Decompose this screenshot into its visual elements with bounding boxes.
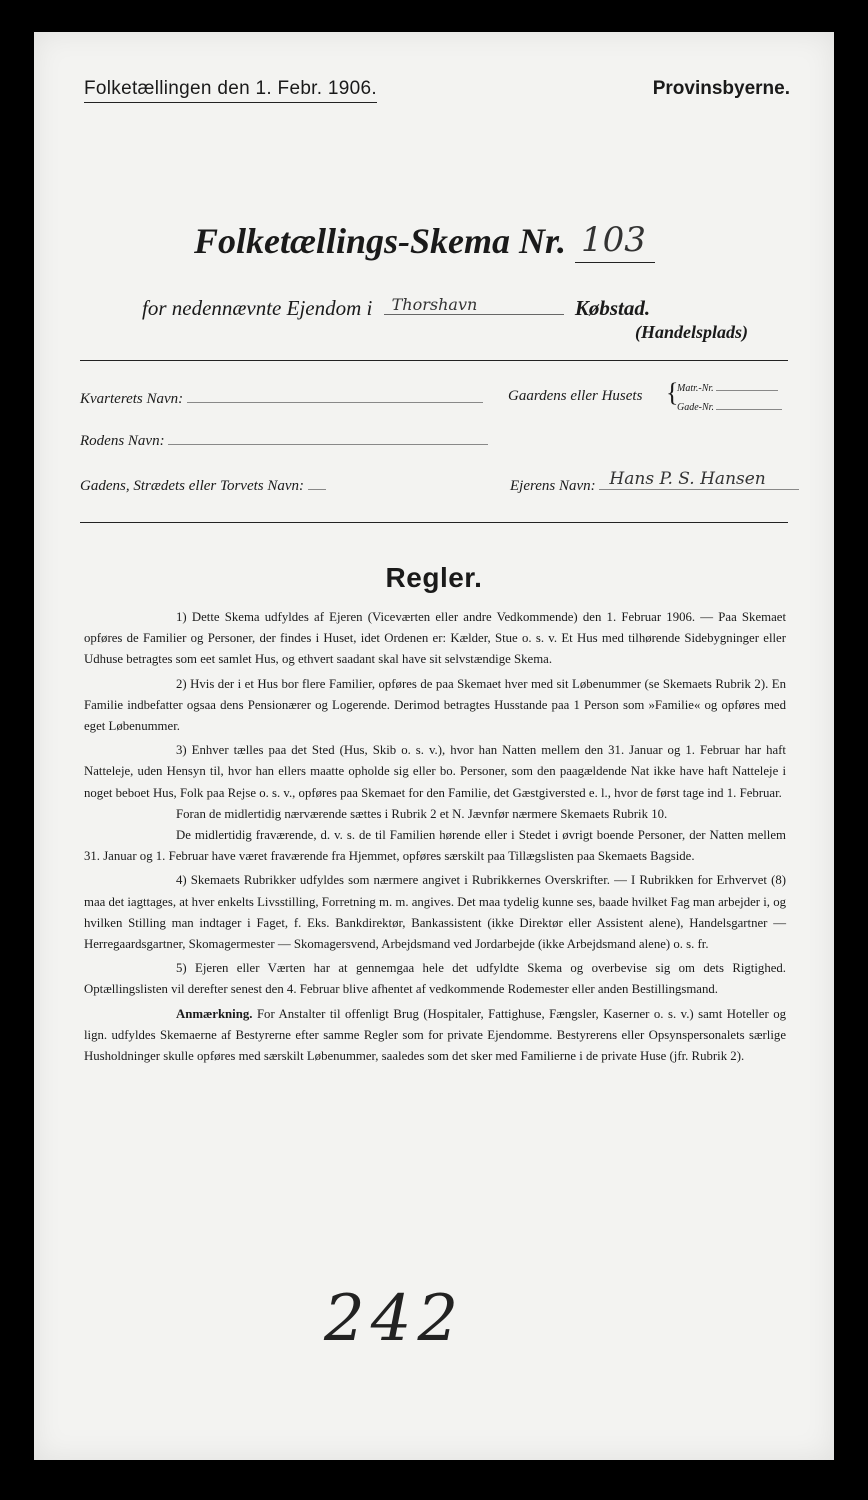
gade-navn-field (80, 475, 326, 495)
form-title-text: Folketællings-Skema Nr. (194, 221, 567, 261)
subtitle-text: for nedennævnte Ejendom i (142, 296, 373, 320)
town-name: Thorshavn (391, 295, 478, 314)
rode-field (80, 430, 488, 450)
gade-nr-field (677, 402, 782, 413)
gade-navn-label: Gadens, Strædets eller Torvets Navn: (80, 478, 305, 494)
matr-line (716, 390, 778, 391)
handwritten-number: 242 (324, 1282, 465, 1356)
kvarter-label: Kvarterets Navn: (80, 391, 184, 407)
rode-line (168, 430, 488, 445)
census-form-sheet (34, 32, 834, 1460)
kvarter-line (187, 388, 483, 403)
region-label: Provinsbyerne. (652, 78, 790, 99)
gade-navn-line (308, 475, 326, 490)
kobstad-label: Købstad. (574, 296, 651, 320)
note-label: Anmærkning. (176, 1006, 253, 1021)
rule-2: 2) Hvis der i et Hus bor flere Familier, opføres de paa Skemaet hver med sit Løbenummer (se Skemaets Rubrik 2). En Familie indbefatter ogsaa dens Pensionærer og Logerende. Derimod betragtes Husstande paa 1 Person som »Familie« og opføres med eget Løbenummer. (84, 676, 786, 734)
census-title: Folketællingen den 1. Febr. 1906. (84, 78, 377, 103)
rules-heading: Regler. (385, 562, 483, 593)
note-text: For Anstalter til offenligt Brug (Hospitaler, Fattighuse, Fængsler, Kaserner o. s. v.) samt Hoteller og lign. udfyldes Skemaerne af Bestyrerne efter samme Regler som for private Ejendomme. Bestyrerens eller Opsynspersonalets særlige Husholdninger skulle opføres med særskilt Løbenummer, saaledes som det sker med Familierne i de private Huse (jfr. Rubrik 2). (84, 1006, 786, 1064)
ejer-value: Hans P. S. Hansen (609, 469, 766, 489)
gaard-field (508, 388, 642, 405)
form-title (194, 220, 655, 263)
handelsplads-label: (Handelsplads) (634, 322, 748, 342)
rule-3: 3) Enhver tælles paa det Sted (Hus, Skib o. s. v.), hvor han Natten mellem den 31. Januar og 1. Februar har haft Natteleje, uden Hensyn til, hvor han ellers maatte opholde sig eller bo. Personer, som den paagældende Nat ikke have haft Natteleje i noget beboet Hus, Folk paa Rejse o. s. v., opføres paa Skemaet for den Familie, det Gæstgiversted e. l., hvor de først tage ind 1. Februar. (84, 743, 786, 800)
matr-label: Matr.-Nr. (677, 383, 714, 394)
matr-field (677, 383, 778, 394)
gaard-label: Gaardens eller Husets (508, 388, 643, 404)
rule-5: 5) Ejeren eller Værten har at gennemgaa hele det udfyldte Skema og overbevise sig om dets Rigtighed. Optællingslisten vil derefter senest den 4. Februar blive afhentet af vedkommende Rodemester eller anden Bestillingsmand. (84, 961, 786, 997)
schema-number-line (575, 220, 655, 263)
rule-4: 4) Skemaets Rubrikker udfyldes som nærmere angivet i Rubrikkernes Overskrifter. — I Rubrikken for Erhvervet (8) maa det iagttages, at hver enkelts Livsstilling, Forretning m. m. angives. Det maa tydelig kunne ses, baade hvilket Fag man arbejder i, og hvilken Stilling man indtager i Faget, f. Eks. Bankdirektør, Bankassistent (ikke Direktør eller Assistent alene), Handelsgartner — Herregaardsgartner, Skomagermester — Skomagersvend, Arbejdsmand ved Jordarbejde (ikke Arbejdsmand alene) o. s. fr. (84, 873, 786, 952)
rule-3c: De midlertidig fraværende, d. v. s. de til Familien hørende eller i Stedet i øvrigt boende Personer, der Natten mellem 31. Januar og 1. Februar have været fraværende fra Hjemmet, opføres særskilt paa Tillægslisten paa Skemaets Bagside. (84, 828, 786, 864)
rode-label: Rodens Navn: (80, 433, 165, 449)
schema-number: 103 (581, 220, 646, 260)
form-subtitle (142, 296, 802, 321)
gade-nr-line (716, 409, 782, 410)
rule-1: 1) Dette Skema udfyldes af Ejeren (Viceværten eller andre Vedkommende) den 1. Februar 1906. — Paa Skemaet opføres de Familier og Personer, der findes i Huset, idet Ordenen er: Kælder, Stue o. s. v. Et Hus med tilhørende Sidebygninger eller Udhuse betragtes som eet samlet Hus, og ethvert saadant skal have sit selvstændige Skema. (84, 610, 786, 667)
gade-nr-label: Gade-Nr. (677, 402, 714, 413)
ejer-line (599, 469, 799, 490)
kvarter-field (80, 388, 483, 408)
ejer-label: Ejerens Navn: (510, 478, 596, 494)
ejer-field (510, 469, 799, 495)
town-line (384, 296, 564, 315)
divider-top (80, 360, 788, 361)
census-header (84, 78, 377, 100)
rule-3b: Foran de midlertidig nærværende sættes i Rubrik 2 et N. Jævnfør nærmere Skemaets Rubrik 10. (176, 806, 668, 821)
rule-note (84, 1004, 786, 1068)
rules-text (84, 607, 786, 1070)
divider-bottom (80, 522, 788, 523)
brace-glyph: { (666, 378, 679, 407)
